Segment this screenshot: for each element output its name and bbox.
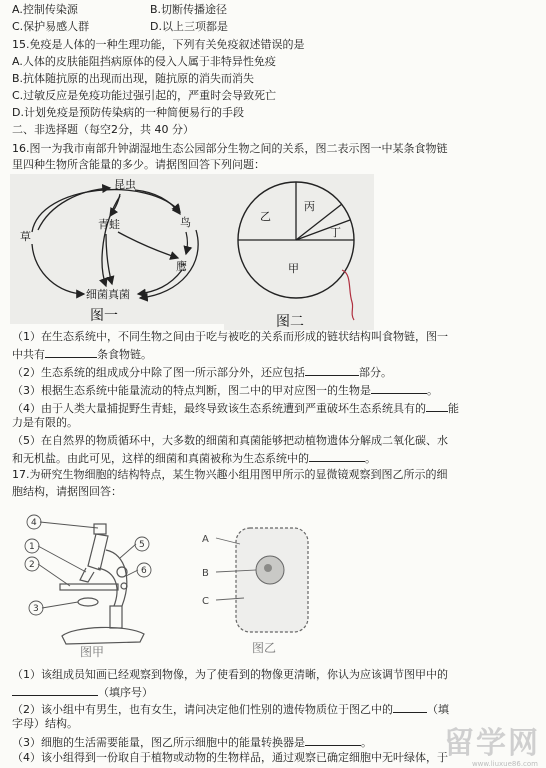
label-A: A (202, 534, 209, 545)
q15-stem: 15.免疫是人体的一种生理功能，下列有关免疫叙述错误的是 (12, 38, 305, 51)
text: 条食物链。 (97, 348, 152, 361)
q16-part1-line2 (12, 346, 152, 362)
q14-option-b: B.切断传播途径 (150, 3, 228, 16)
node-frog: 青蛙 (98, 218, 120, 231)
node-bird: 鸟 (180, 216, 191, 229)
q16-part2 (12, 364, 392, 380)
food-web-figure (10, 174, 224, 324)
text: （3）根据生态系统中能量流动的特点判断，图二中的甲对应图一的生物是 (12, 384, 371, 397)
q16-part5-line2 (12, 450, 376, 466)
label-C: C (202, 596, 209, 607)
text: 和无机盐。由此可见，这样的细菌和真菌被称为生态系统中的 (12, 452, 309, 465)
label-5: 5 (139, 540, 145, 550)
q17-part3 (12, 734, 372, 750)
slice-yi: 乙 (260, 210, 271, 223)
figure-background (224, 174, 374, 330)
q14-option-c: C.保护易感人群 (12, 20, 90, 33)
label-3: 3 (33, 604, 39, 614)
slice-ding: 丁 (330, 226, 341, 239)
answer-blank[interactable] (305, 364, 359, 376)
figure2-caption: 图二 (276, 314, 304, 330)
q17-part4: （4）该小组得到一份取自于植物或动物的生物样品，通过观察已确定细胞中无叶绿体，于 (12, 751, 448, 764)
figure-yi-caption: 图乙 (252, 641, 277, 655)
text: （填序号） (98, 686, 153, 699)
q16-part5-line1: （5）在自然界的物质循环中，大多数的细菌和真菌能够把动植物遗体分解成二氧化碳、水 (12, 434, 448, 447)
text: （填 (427, 703, 449, 716)
q16-part4-line2: 力是有限的。 (12, 416, 78, 429)
label-4: 4 (31, 518, 37, 528)
q17-stem-line1: 17.为研究生物细胞的结构特点，某生物兴趣小组用图甲所示的显微镜观察到图乙所示的细 (12, 468, 448, 481)
q16-part1-line1: （1）在生态系统中，不同生物之间由于吃与被吃的关系而形成的链状结构叫食物链，图一 (12, 330, 448, 343)
node-grass: 草 (20, 230, 31, 243)
answer-blank[interactable] (305, 734, 361, 746)
q16-stem-line2: 里四种生物所含能量的多少。请据图回答下列问题： (12, 158, 265, 171)
q17-part2-line1 (12, 701, 449, 717)
microscope-drawing (60, 524, 144, 644)
answer-blank[interactable] (426, 400, 448, 412)
q17-part1-line2 (12, 684, 153, 700)
text: （2）该小组中有男生，也有女生，请问决定他们性别的遗传物质位于图乙中的 (12, 703, 393, 716)
text: 。 (427, 384, 438, 397)
slice-bing: 丙 (304, 200, 315, 213)
figure-background (10, 174, 224, 324)
q15-option-c: C.过敏反应是免疫功能过强引起的，严重时会导致死亡 (12, 89, 277, 102)
q17-part1-line1: （1）该组成员知画已经观察到物像，为了使看到的物像更清晰，你认为应该调节图甲中的 (12, 668, 448, 681)
energy-pie-figure (224, 174, 374, 330)
node-insect: 昆虫 (114, 178, 136, 191)
text: 部分。 (359, 366, 392, 379)
node-bacteria-fungi: 细菌真菌 (86, 288, 130, 301)
text: （4）由于人类大量捕捉野生青蛙，最终导致该生态系统遭到严重破坏生态系统具有的 (12, 402, 426, 415)
q15-option-a: A.人体的皮肤能阻挡病原体的侵入人属于非特异性免疫 (12, 55, 276, 68)
q15-option-b: B.抗体随抗原的出现而出现，随抗原的消失而消失 (12, 72, 255, 85)
label-B: B (202, 568, 209, 579)
q15-option-d: D.计划免疫是预防传染病的一种简便易行的手段 (12, 106, 244, 119)
slice-jia: 甲 (288, 262, 299, 275)
answer-blank[interactable] (309, 450, 365, 462)
q14-option-d: D.以上三项都是 (150, 20, 228, 33)
text: 。 (365, 452, 376, 465)
q17-stem-line2: 胞结构，请据图回答： (12, 485, 122, 498)
q16-stem-line1: 16.图一为我市南部升钟湖湿地生态公园部分生物之间的关系，图二表示图一中某条食物链 (12, 142, 448, 155)
text: （2）生态系统的组成成分中除了图一所示部分外，还应包括 (12, 366, 305, 379)
watermark-url: www.liuxue86.com (471, 760, 538, 768)
answer-blank[interactable] (371, 382, 427, 394)
text: 能 (448, 402, 459, 415)
label-2: 2 (29, 560, 35, 570)
answer-blank[interactable] (45, 346, 97, 358)
microscope-figure (14, 510, 184, 658)
answer-blank[interactable] (393, 701, 427, 713)
label-6: 6 (141, 566, 147, 576)
cell-figure (196, 516, 336, 656)
q17-part2-line2: 字母）结构。 (12, 717, 78, 730)
q16-part4-line1 (12, 400, 459, 416)
nucleolus (264, 564, 272, 572)
q16-part3 (12, 382, 438, 398)
answer-blank[interactable] (12, 684, 98, 696)
node-hawk: 鹰 (176, 260, 187, 273)
text: 。 (361, 736, 372, 749)
figure1-caption: 图一 (90, 308, 118, 324)
q14-option-a: A.控制传染源 (12, 3, 78, 16)
label-1: 1 (29, 542, 35, 552)
text: 中共有 (12, 348, 45, 361)
text: （3）细胞的生活需要能量，图乙所示细胞中的能量转换器是 (12, 736, 305, 749)
figure-jia-caption: 图甲 (80, 645, 105, 658)
watermark-logo: 留学网 (444, 726, 540, 761)
section-heading: 二、非选择题（每空2分，共 40 分） (12, 123, 194, 136)
